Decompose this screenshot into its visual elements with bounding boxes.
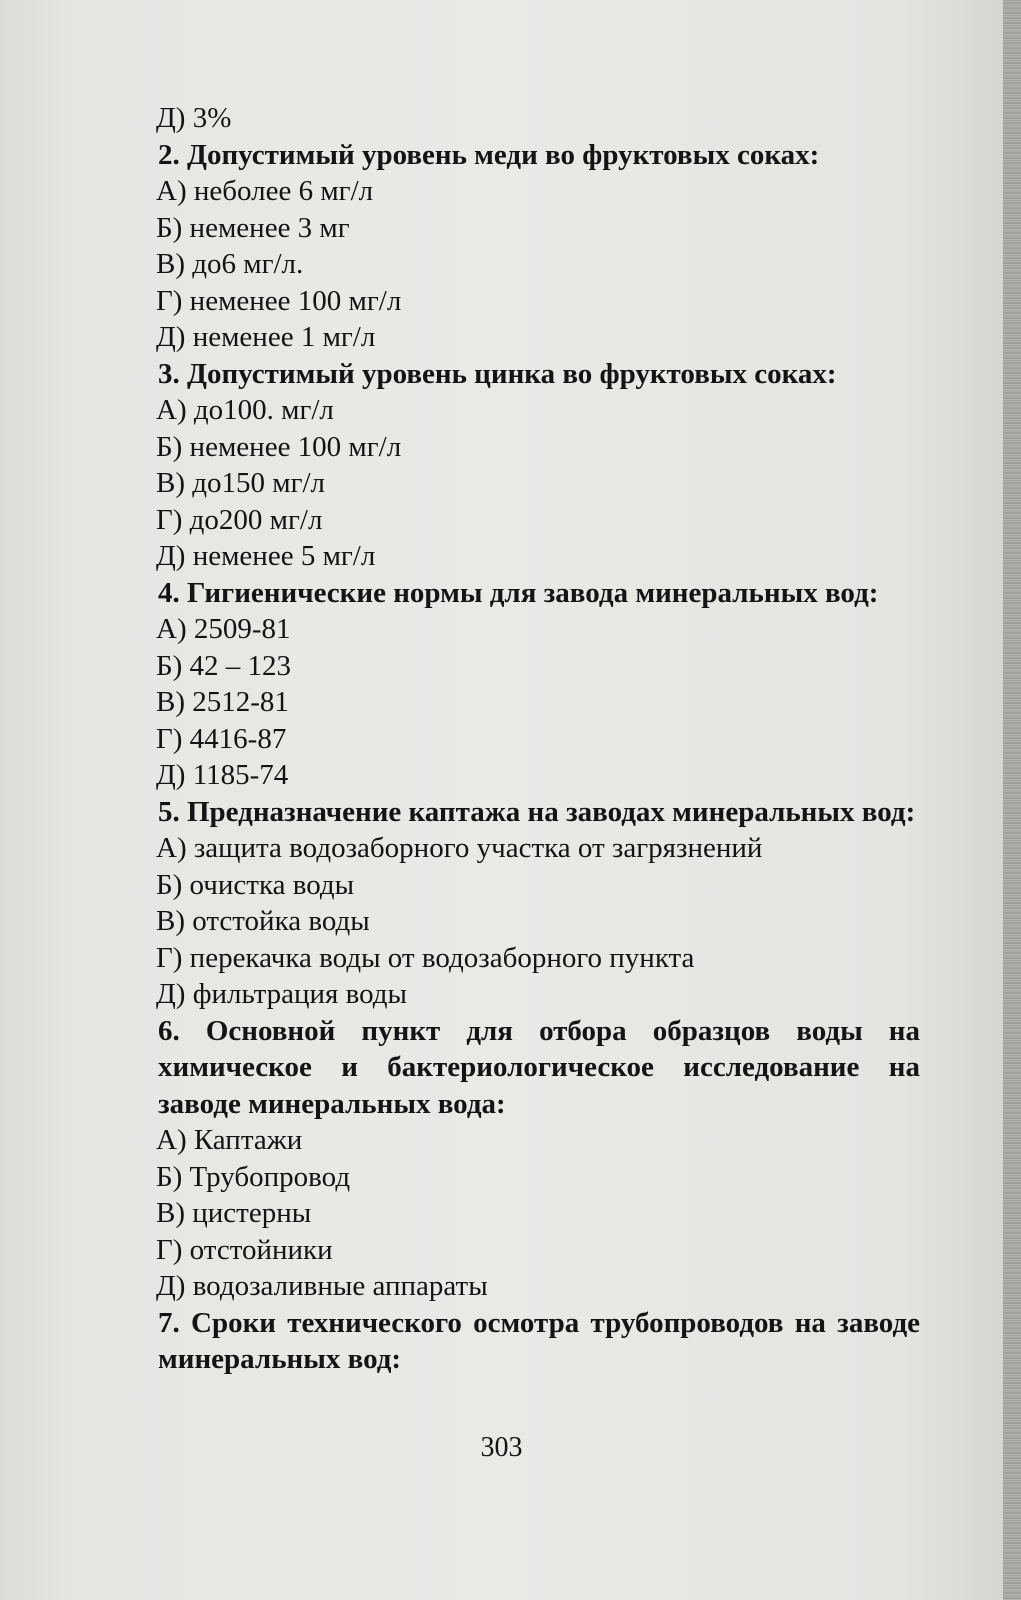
option-text: Б) Трубопровод bbox=[156, 1160, 351, 1193]
option-text: В) цистерны bbox=[156, 1197, 312, 1229]
option-text: В) до150 мг/л bbox=[156, 467, 326, 499]
option-text: А) защита водозаборного участка от загрязнений bbox=[156, 832, 763, 864]
option-text: Д) фильтрация воды bbox=[156, 978, 408, 1010]
page-number: 303 bbox=[480, 1432, 523, 1463]
option-text: Г) неменее 100 мг/л bbox=[156, 284, 402, 317]
option-text: Б) неменее 3 мг bbox=[156, 211, 350, 244]
option-text: Д) водозаливные аппараты bbox=[156, 1270, 488, 1302]
option-text: Д) 1185-74 bbox=[156, 759, 289, 791]
option-text: Г) 4416-87 bbox=[156, 722, 287, 755]
option-text: Б) очистка воды bbox=[156, 868, 355, 901]
option-text: В) отстойка воды bbox=[156, 905, 370, 937]
option-text: В) 2512-81 bbox=[156, 686, 289, 718]
option-text: В) до6 мг/л. bbox=[156, 248, 304, 280]
option-text: Б) 42 – 123 bbox=[156, 649, 292, 682]
option-text: А) Каптажи bbox=[156, 1124, 303, 1156]
option-text: Б) неменее 100 мг/л bbox=[156, 430, 402, 463]
question-title: 5. Предназначение каптажа на заводах минеральных вод: bbox=[158, 795, 916, 828]
option-text: А) до100. мг/л bbox=[156, 394, 334, 426]
question-title: 2. Допустимый уровень меди во фруктовых соках: bbox=[158, 138, 820, 171]
option-text: Г) перекачка воды от водозаборного пункта bbox=[156, 941, 695, 974]
option-text: Г) отстойники bbox=[156, 1233, 333, 1266]
option-text: А) неболее 6 мг/л bbox=[156, 175, 374, 207]
option-text: А) 2509-81 bbox=[156, 613, 291, 645]
page-content bbox=[118, 100, 920, 1378]
question-title: 4. Гигиенические нормы для завода минеральных вод: bbox=[158, 576, 879, 609]
option-text: Д) неменее 5 мг/л bbox=[156, 540, 376, 572]
book-binding-edge bbox=[1003, 0, 1021, 1600]
option-text: Д) неменее 1 мг/л bbox=[156, 321, 376, 353]
option-text: Г) до200 мг/л bbox=[156, 503, 323, 536]
question-title: 7. Сроки технического осмотра трубопроводов на заводе минеральных вод: bbox=[158, 1306, 920, 1375]
option-text: Д) 3% bbox=[156, 102, 232, 134]
question-title: 6. Основной пункт для отбора образцов воды на химическое и бактериологическое исследование на заводе минеральных вода: bbox=[158, 1014, 920, 1120]
question-title: 3. Допустимый уровень цинка во фруктовых соках: bbox=[158, 357, 837, 390]
